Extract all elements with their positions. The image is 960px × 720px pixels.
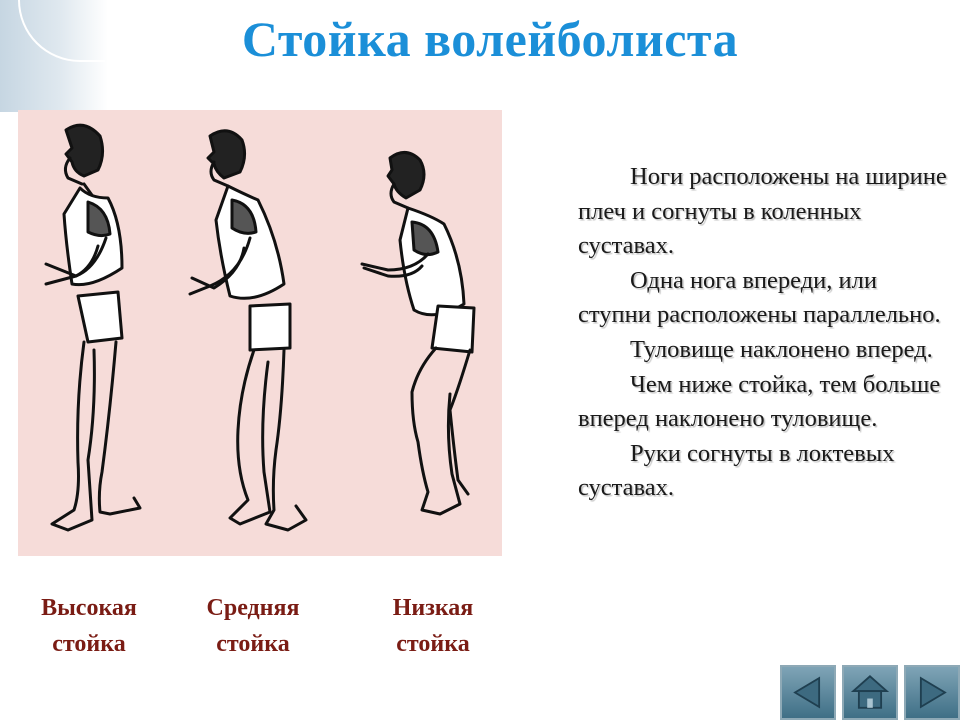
paragraph-lower-stance: Чем ниже стойка, тем больше вперед наклонено туловище. (578, 370, 941, 433)
figure-low-stance (362, 152, 474, 514)
caption-high-line2: стойка (52, 631, 126, 657)
caption-low-line1: Низкая (392, 595, 474, 621)
prev-slide-button[interactable] (780, 665, 836, 720)
caption-high-stance (14, 590, 164, 662)
slide-title: Стойка волейболиста (241, 11, 739, 67)
figure-medium-stance (190, 131, 306, 530)
caption-medium-stance (178, 590, 328, 662)
stances-illustration (18, 110, 502, 556)
paragraph-arms: Руки согнуты в локтевых суставах. (578, 439, 895, 502)
arrow-right-icon (906, 667, 958, 718)
next-slide-button[interactable] (904, 665, 960, 720)
caption-high-line1: Высокая (41, 595, 137, 621)
slide-navigation (780, 665, 960, 720)
description-text (578, 160, 948, 506)
paragraph-legs: Ноги расположены на ширине плеч и согнуты в коленных суставах. (578, 163, 947, 260)
home-icon (844, 667, 896, 718)
caption-low-line2: стойка (396, 631, 470, 657)
home-button[interactable] (842, 665, 898, 720)
caption-medium-line1: Средняя (206, 595, 300, 621)
arrow-left-icon (782, 667, 834, 718)
stances-drawing (18, 110, 502, 556)
paragraph-feet: Одна нога впереди, или ступни расположены параллельно. (578, 266, 941, 329)
caption-medium-line2: стойка (216, 631, 290, 657)
figure-high-stance (46, 125, 140, 530)
caption-low-stance (358, 590, 508, 662)
paragraph-torso: Туловище наклонено вперед. (630, 335, 933, 363)
